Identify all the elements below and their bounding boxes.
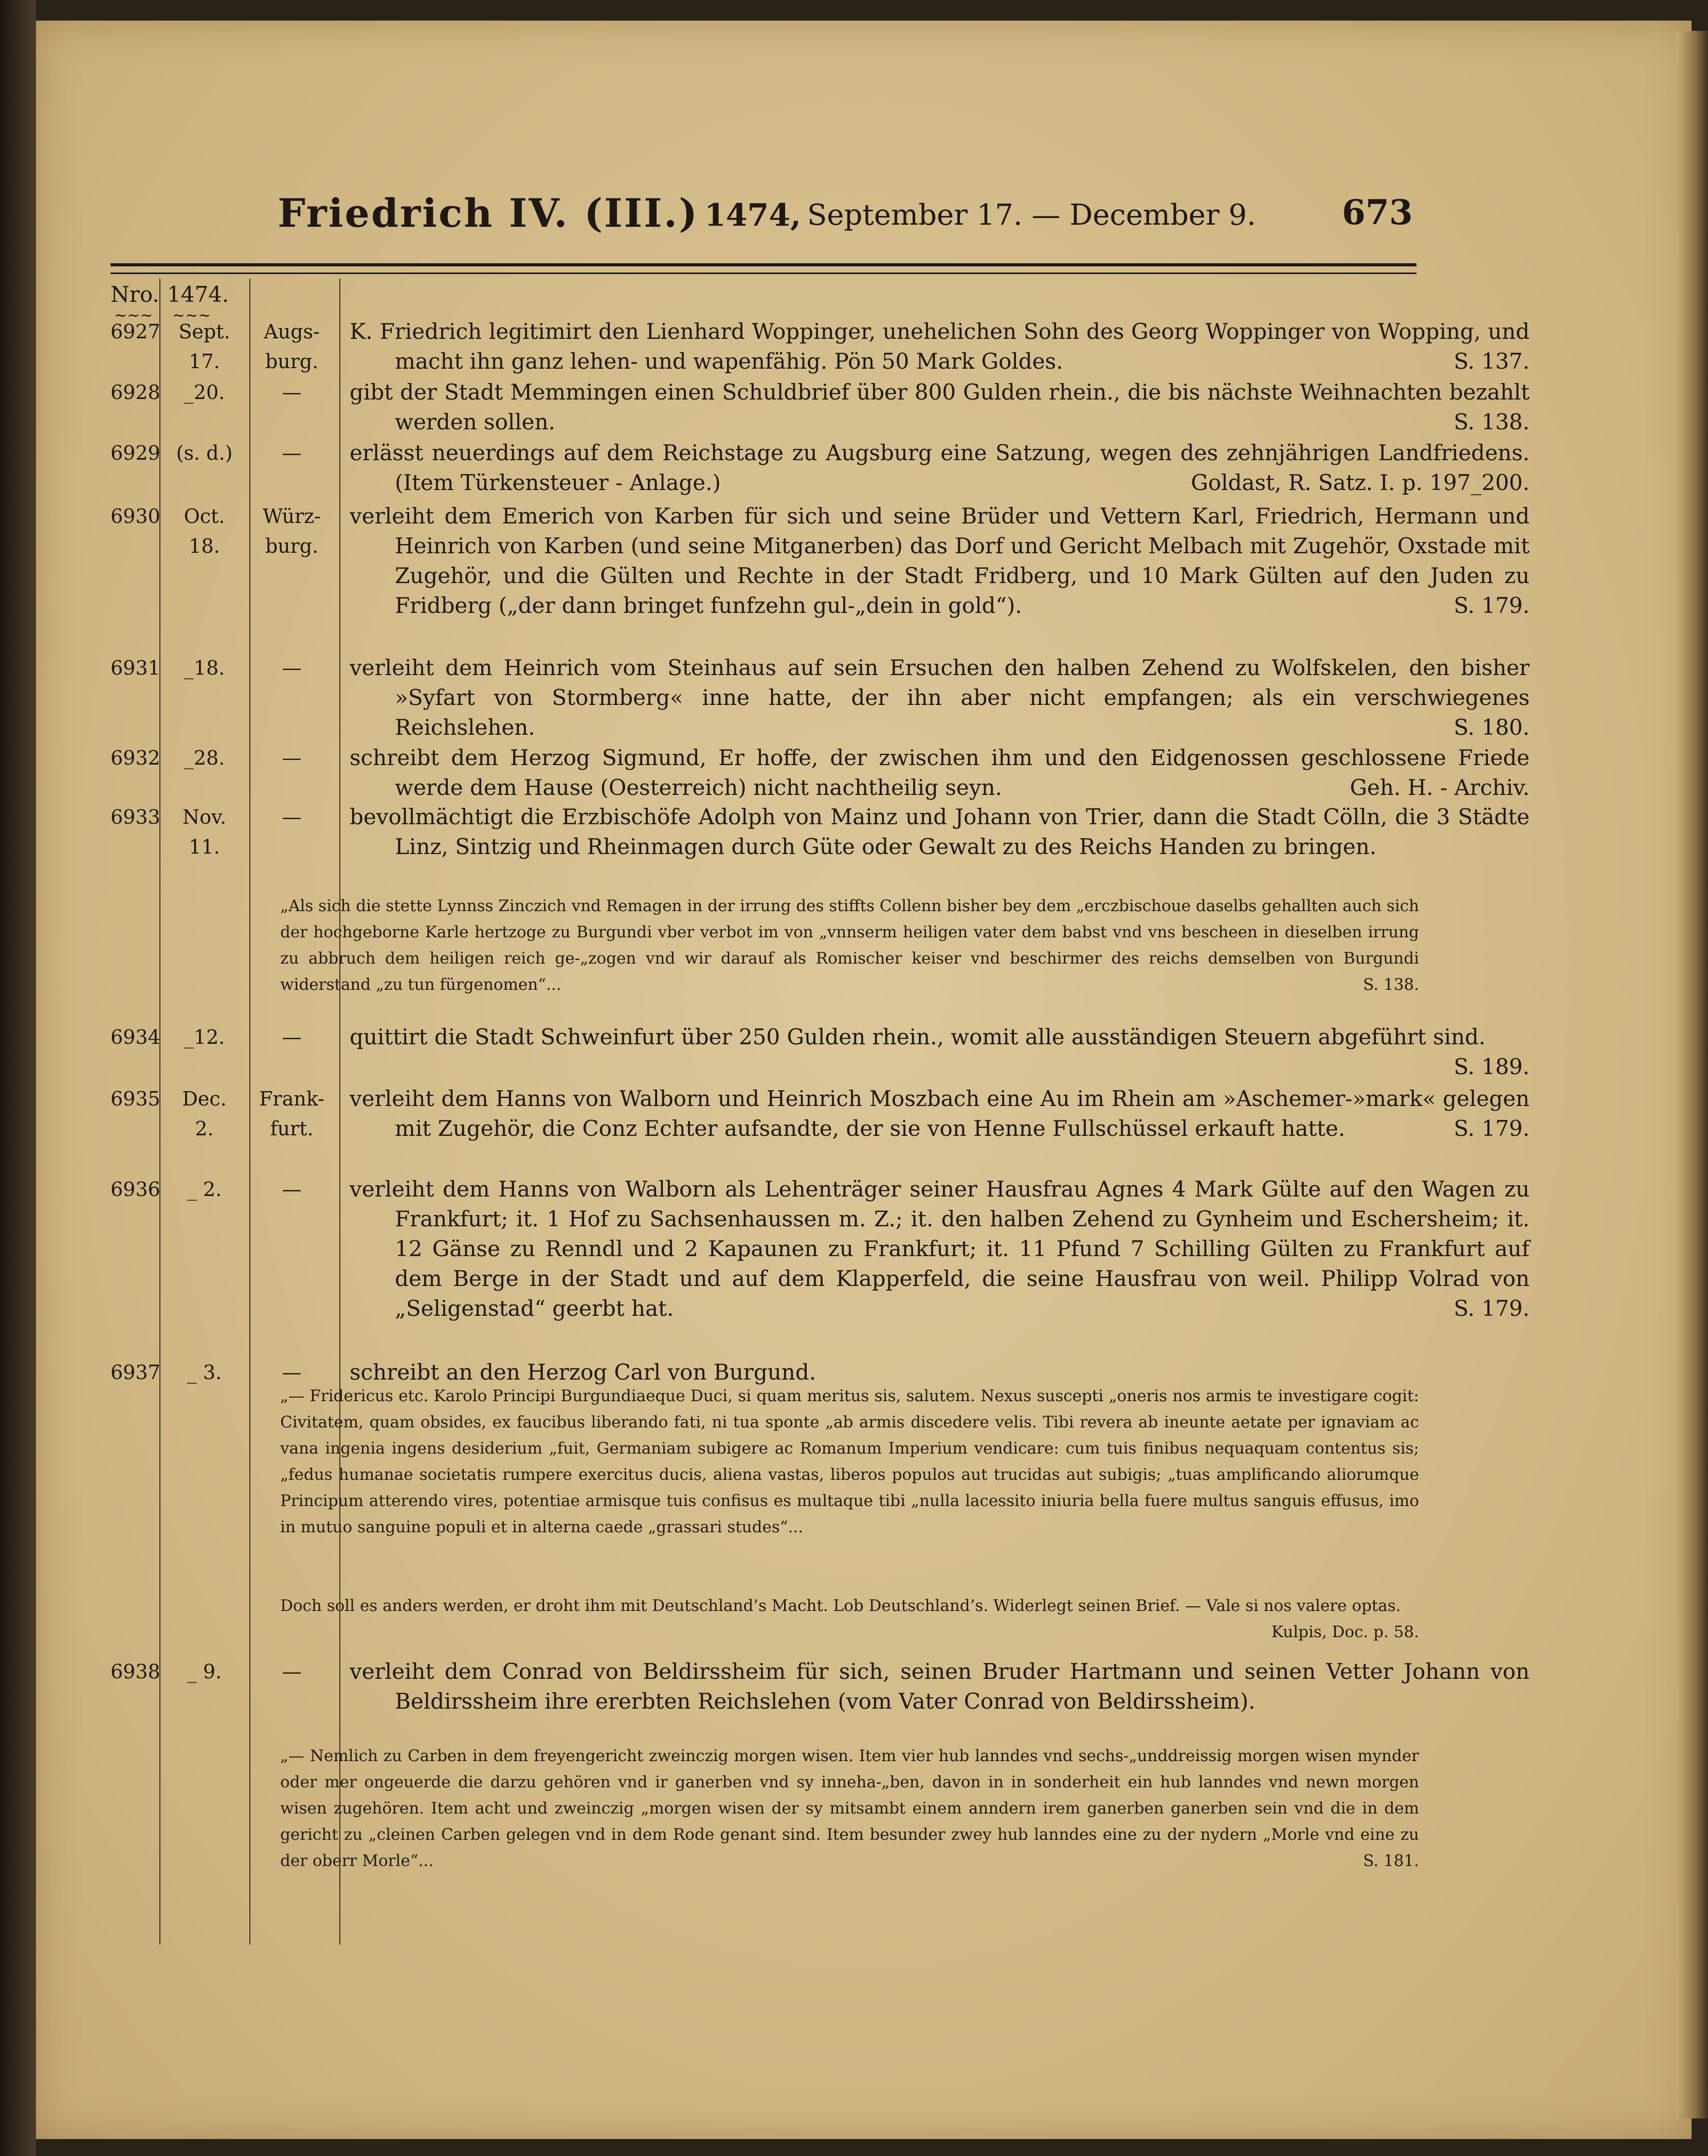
entry-place: — <box>282 806 302 828</box>
entry-text: verleiht dem Heinrich vom Steinhaus auf sein Ersuchen den halben Zehend zu Wolfskelen, den bisher »Syfart von Stormberg« inne hatte, der ihn aber nicht empfangen; als ein verschwiegenes Reichslehen. S. 180. <box>350 653 1530 742</box>
entry-number: 6937 <box>111 1361 160 1384</box>
header-rule <box>111 263 1416 274</box>
quote-6937-latin: „— Fridericus etc. Karolo Principi Burgundiaeque Duci, si quam meritus sis, salutem. Nexus suscepti „oneris nos armis te investigare cogit: Civitatem, quam obsides, ex faucibus liberando fati, ni tua sponte „ab armis discedere velis. Tibi revera ab ineunte aetate per ignaviam ac vana ingenia ingens desiderium „fuit, Germaniam subigere ac Romanum Imperium vendicare: cum tuis finibus nequaquam contentus sis; „fedus humanae societatis rumpere exercitus ducis, aliena vastas, liberos populos aut trucidas aut subigis; „tuas amplificando aliorumque Principum atterendo vires, potentiae armisque tuis confisus es multaque tibi „nulla lacessito iniuria bella fuere multus sanguis effusus, imo in mutuo sanguine populi et in alterna caede „grassari studes“... <box>280 1387 1419 1536</box>
entry-number: 6935 <box>111 1088 160 1110</box>
entry-source: S. 189. <box>1453 1054 1530 1079</box>
entry-text: verleiht dem Emerich von Karben für sich und seine Brüder und Vettern Karl, Friedrich, Hermann und Heinrich von Karben (und seine Mitganerben) das Dorf und Gericht Melbach mit Zugehör, Oxstade mit Zugehör, und die Gülten und Rechte in der Stadt Fridberg, und 10 Mark Gülten auf den Juden zu Fridberg („der dann bringet funfzehn gul-„dein in gold“). S. 179. <box>350 501 1530 621</box>
entry-date: _ 2. <box>187 1178 222 1201</box>
quote-source: S. 181. <box>1363 1852 1419 1870</box>
entry-date: Dec. 2. <box>182 1088 227 1140</box>
entry-date: _18. <box>184 657 225 679</box>
entry-number: 6931 <box>111 657 160 679</box>
entry-text: verleiht dem Conrad von Beldirssheim für sich, seinen Bruder Hartmann und seinen Vetter Johann von Beldirssheim ihre ererbten Reichslehen (vom Vater Conrad von Beldirssheim). <box>350 1659 1530 1714</box>
entry-number: 6936 <box>111 1178 160 1201</box>
entry-place: Würz- burg. <box>262 505 321 557</box>
entry-text: erlässt neuerdings auf dem Reichstage zu Augsburg eine Satzung, wegen des zehnjährigen Landfriedens. (Item Türkensteuer - Anlage.) Goldast, R. Satz. I. p. 197_200. <box>350 438 1530 498</box>
entry-source: Geh. H. - Archiv. <box>1350 775 1530 800</box>
book-binding-left <box>0 0 36 2156</box>
entry-date: Oct. 18. <box>184 505 225 557</box>
entry-text: schreibt an den Herzog Carl von Burgund. <box>350 1360 816 1385</box>
entry-source: S. 137. <box>1453 349 1530 374</box>
column-divider-date <box>249 279 250 1945</box>
entry-text: K. Friedrich legitimirt den Lienhard Woppinger, unehelichen Sohn des Georg Woppinger von Wopping, und macht ihn ganz lehen- und wapenfähig. Pön 50 Mark Goldes. S. 137. <box>350 317 1530 376</box>
entry-source: S. 179. <box>1453 1296 1530 1321</box>
entry-number: 6932 <box>111 747 160 769</box>
entry-source: S. 138. <box>1453 409 1530 434</box>
entry-date: _ 9. <box>187 1660 222 1683</box>
entry-text: bevollmächtigt die Erzbischöfe Adolph von Mainz und Johann von Trier, dann die Stadt Cölln, die 3 Städte Linz, Sintzig und Rheinmagen durch Güte oder Gewalt zu des Reichs Handen zu bringen. <box>350 804 1530 859</box>
entry-place: — <box>282 381 302 404</box>
quote-6938: „— Nemlich zu Carben in dem freyengericht zweinczig morgen wisen. Item vier hub lanndes vnd sechs-„unddreissig morgen wisen mynder oder mer ongeuerde die darzu gehören vnd ir ganerben vnd sy inneha-„ben, davon in in sonderheit ein hub lanndes vnd newn morgen wisen zugehören. Item acht und zweinczig „morgen wisen der sy mitsambt einem anndern irem ganerben ganerben sein vnd die in dem gericht zu „cleinen Carben gelegen vnd in dem Rode genant sind. Item besunder zwey hub lanndes eine zu der nydern „Morle vnd eine zu der oberr Morle“... S. 181. <box>280 1743 1419 1874</box>
entry-source: Goldast, R. Satz. I. p. 197_200. <box>1191 470 1530 495</box>
entry-date: _12. <box>184 1026 225 1048</box>
entry-number: 6929 <box>111 442 160 464</box>
entry-place: — <box>282 657 302 679</box>
entry-date: (s. d.) <box>176 442 233 464</box>
running-header <box>278 190 1419 247</box>
column-tilde-year: ~~~ <box>172 306 211 324</box>
quote-6937-summary: Doch soll es anders werden, er droht ihm mit Deutschland’s Macht. Lob Deutschland’s. Widerlegt seinen Brief. — Vale si nos valere optas. Kulpis, Doc. p. 58. <box>280 1593 1419 1645</box>
page-number: 673 <box>1342 192 1413 232</box>
entry-number: 6938 <box>111 1660 160 1683</box>
header-year: 1474, <box>704 197 801 233</box>
entry-text: verleiht dem Hanns von Walborn als Lehenträger seiner Hausfrau Agnes 4 Mark Gülte auf den Wagen zu Frankfurt; it. 1 Hof zu Sachsenhaussen m. Z.; it. den halben Zehend zu Gynheim und Eschersheim; it. 12 Gänse zu Renndl und 2 Kapaunen zu Frankfurt; it. 11 Pfund 7 Schilling Gülten zu Frankfurt auf dem Berge in der Stadt und auf dem Klapperfeld, die seine Hausfrau von weil. Philipp Volrad von „Seligenstad“ geerbt hat. S. 179. <box>350 1174 1530 1324</box>
column-header-nr: Nro. <box>111 282 159 307</box>
entry-place: — <box>282 1361 302 1384</box>
column-tilde-nr: ~~~ <box>114 306 153 324</box>
entry-date: _20. <box>184 381 225 404</box>
entry-source: S. 180. <box>1453 715 1530 740</box>
entry-place: — <box>282 1660 302 1683</box>
entry-date: Nov. 11. <box>182 806 227 858</box>
header-date-range: September 17. — December 9. <box>807 198 1256 232</box>
entry-date: _ 3. <box>187 1361 222 1384</box>
entry-place: — <box>282 1026 302 1048</box>
entry-date: _28. <box>184 747 225 769</box>
entry-place: — <box>282 442 302 464</box>
column-divider-place <box>339 279 340 1945</box>
entry-place: Augs- burg. <box>264 320 320 373</box>
entry-number: 6928 <box>111 381 160 404</box>
entry-text: quittirt die Stadt Schweinfurt über 250 Gulden rhein., womit alle ausständigen Steuern abgeführt sind. S. 189. <box>350 1022 1530 1082</box>
entry-number: 6934 <box>111 1026 160 1048</box>
entry-text: verleiht dem Hanns von Walborn und Heinrich Moszbach eine Au im Rhein am »Aschemer-»mark« gelegen mit Zugehör, die Conz Echter aufsandte, der sie von Henne Fullschüssel erkauft hatte. S. 179. <box>350 1084 1530 1144</box>
quote-source: Kulpis, Doc. p. 58. <box>1271 1623 1419 1641</box>
entry-source: S. 179. <box>1453 593 1530 618</box>
entry-number: 6930 <box>111 505 160 528</box>
quote-source: S. 138. <box>1363 975 1419 994</box>
entry-text: gibt der Stadt Memmingen einen Schuldbrief über 800 Gulden rhein., die bis nächste Weihnachten bezahlt werden sollen. S. 138. <box>350 377 1530 437</box>
entry-number: 6927 <box>111 320 160 343</box>
page-edge-right <box>1676 31 1708 2118</box>
entry-number: 6933 <box>111 806 160 828</box>
entry-date: Sept. 17. <box>178 320 230 373</box>
entry-place: — <box>282 747 302 769</box>
entry-place: Frank- furt. <box>259 1088 324 1140</box>
entry-text: schreibt dem Herzog Sigmund, Er hoffe, der zwischen ihm und den Eidgenossen geschlossene Friede werde dem Hause (Oesterreich) nicht nachtheilig seyn. Geh. H. - Archiv. <box>350 743 1530 803</box>
quote-6933: „Als sich die stette Lynnss Zinczich vnd Remagen in der irrung des stiffts Collenn bisher bey dem „erczbischoue daselbs gehallten auch sich der hochgeborne Karle hertzoge zu Burgundi vber verbot im von „vnnserm heiligen vater dem babst vnd vns bescheen in dieselben irrung zu abbruch dem heiligen reich ge-„zogen vnd wir darauf als Romischer keiser vnd beschirmer des reichs demselben von Burgundi widerstand „zu tun fürgenomen“... S. 138. <box>280 893 1419 998</box>
entry-source: S. 179. <box>1453 1116 1530 1141</box>
entry-place: — <box>282 1178 302 1201</box>
header-title: Friedrich IV. (III.) <box>278 190 699 236</box>
column-header-year: 1474. <box>167 282 229 307</box>
